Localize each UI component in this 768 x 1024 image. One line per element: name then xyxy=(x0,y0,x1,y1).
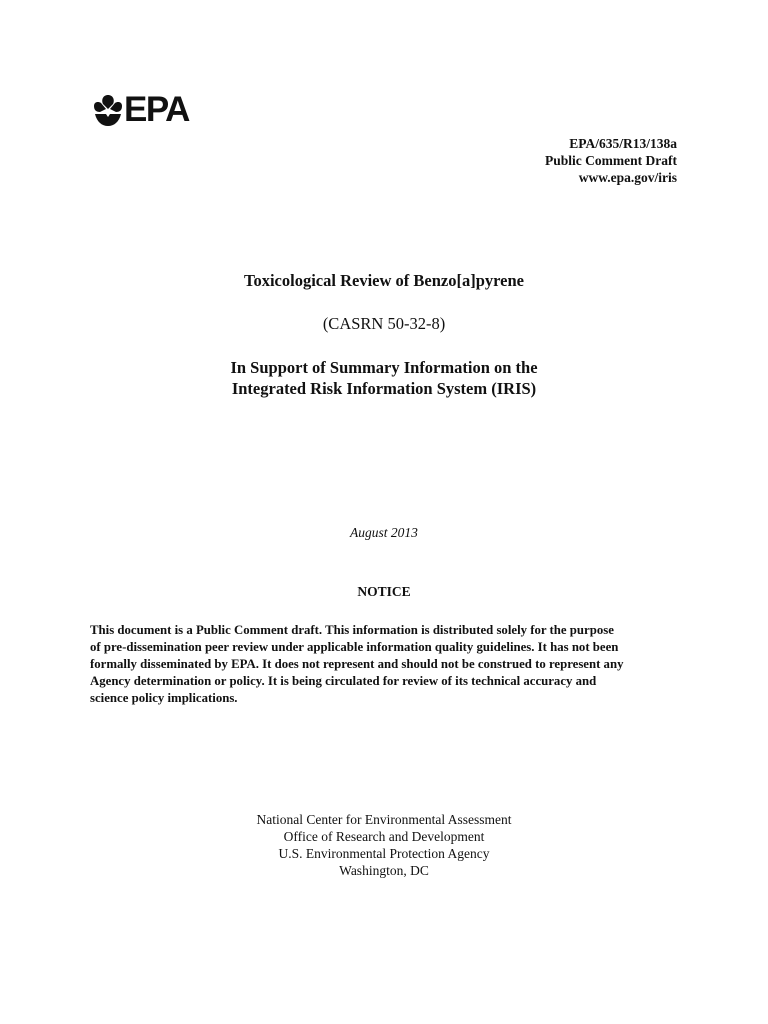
notice-line: This document is a Public Comment draft. This information is distributed solely for the purpose xyxy=(90,623,614,637)
document-status: Public Comment Draft xyxy=(545,153,677,168)
publication-date: August 2013 xyxy=(350,525,418,540)
support-line-1: In Support of Summary Information on the xyxy=(230,358,538,377)
notice-line: of pre-dissemination peer review under applicable information quality guidelines. It has not been xyxy=(90,640,619,654)
casrn-number: (CASRN 50-32-8) xyxy=(322,314,446,333)
document-number: EPA/635/R13/138a xyxy=(569,136,677,151)
epa-logo xyxy=(93,92,189,128)
epa-flower-icon xyxy=(93,93,123,127)
address-line-4: Washington, DC xyxy=(339,863,429,878)
support-line-2: Integrated Risk Information System (IRIS) xyxy=(231,379,537,398)
notice-line: Agency determination or policy. It is being circulated for review of its technical accuracy and xyxy=(90,674,597,688)
document-url: www.epa.gov/iris xyxy=(578,170,677,185)
notice-line: science policy implications. xyxy=(90,691,238,705)
notice-line: formally disseminated by EPA. It does not represent and should not be construed to represent any xyxy=(90,657,624,671)
notice-heading: NOTICE xyxy=(357,584,411,599)
epa-logo-text: EPA xyxy=(124,90,189,129)
agency-address xyxy=(0,811,768,879)
address-line-3: U.S. Environmental Protection Agency xyxy=(278,846,490,861)
support-statement xyxy=(0,357,768,399)
document-title: Toxicological Review of Benzo[a]pyrene xyxy=(243,271,524,290)
notice-body xyxy=(90,622,680,707)
address-line-2: Office of Research and Development xyxy=(283,829,485,844)
document-identifiers xyxy=(545,135,677,186)
address-line-1: National Center for Environmental Assessment xyxy=(256,812,512,827)
